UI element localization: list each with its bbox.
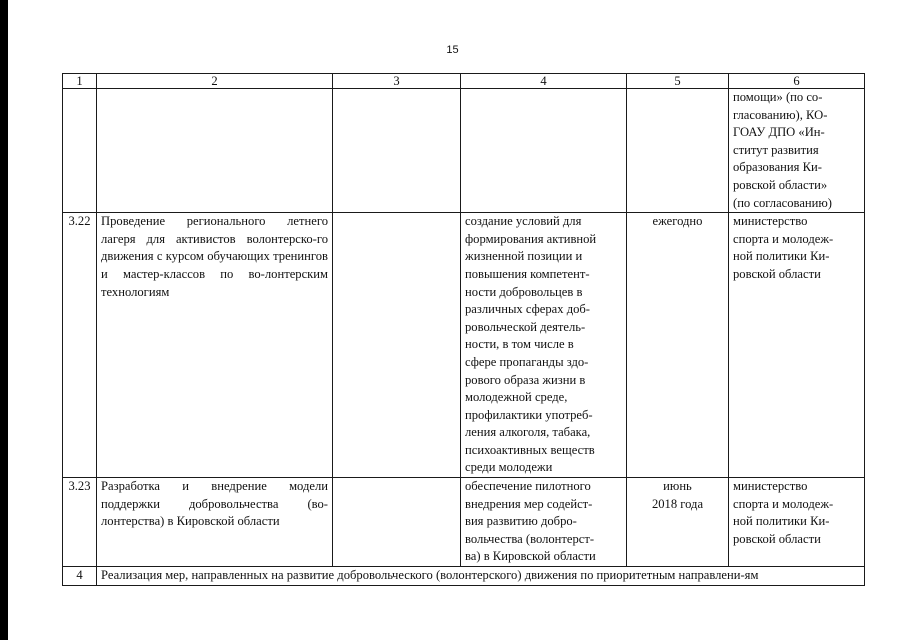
- event-executor: министерство спорта и молодеж- ной политики Ки- ровской области: [729, 213, 865, 478]
- document-table: [62, 73, 865, 586]
- row-number: 3.23: [63, 478, 97, 567]
- continuation-row: [63, 89, 865, 213]
- section-row: [63, 567, 865, 586]
- event-executor: министерство спорта и молодеж- ной политики Ки- ровской области: [729, 478, 865, 567]
- header-col-6: 6: [729, 74, 865, 89]
- event-term: июнь 2018 года: [627, 478, 729, 567]
- section-number: 4: [63, 567, 97, 586]
- row-number: 3.22: [63, 213, 97, 478]
- table-row: [63, 478, 865, 567]
- empty-cell: [333, 478, 461, 567]
- section-title: Реализация мер, направленных на развитие добровольческого (волонтерского) движения по приоритетным направлени-ям: [97, 567, 865, 586]
- event-result: создание условий для формирования активной жизненной позиции и повышения компетент- ности добровольцев в различных сферах доб- ровольческой деятель- ности, в том числе в сфере пропаганды здо- рового образа жизни в молодежной среде, профилактики употреб- ления алкоголя, табака, психоактивных веществ среди молодежи: [461, 213, 627, 478]
- event-term: ежегодно: [627, 213, 729, 478]
- header-col-1: 1: [63, 74, 97, 89]
- table-row: [63, 213, 865, 478]
- continuation-executor: помощи» (по со- гласованию), КО- ГОАУ ДПО «Ин- ститут развития образования Ки- ровской области» (по согласованию): [729, 89, 865, 213]
- header-col-3: 3: [333, 74, 461, 89]
- page-number: 15: [446, 44, 459, 56]
- empty-cell: [333, 213, 461, 478]
- header-col-5: 5: [627, 74, 729, 89]
- scan-edge-bar: [0, 0, 8, 640]
- event-name: Разработка и внедрение модели поддержки добровольчества (во-лонтерства) в Кировской области: [97, 478, 333, 567]
- header-row: [63, 74, 865, 89]
- event-result: обеспечение пилотного внедрения мер содейст- вия развитию добро- вольчества (волонтерст- ва) в Кировской области: [461, 478, 627, 567]
- event-name: Проведение регионального летнего лагеря для активистов волонтерско-го движения с курсом обучающих тренингов и мастер-классов по во-лонтерским технологиям: [97, 213, 333, 478]
- header-col-4: 4: [461, 74, 627, 89]
- header-col-2: 2: [97, 74, 333, 89]
